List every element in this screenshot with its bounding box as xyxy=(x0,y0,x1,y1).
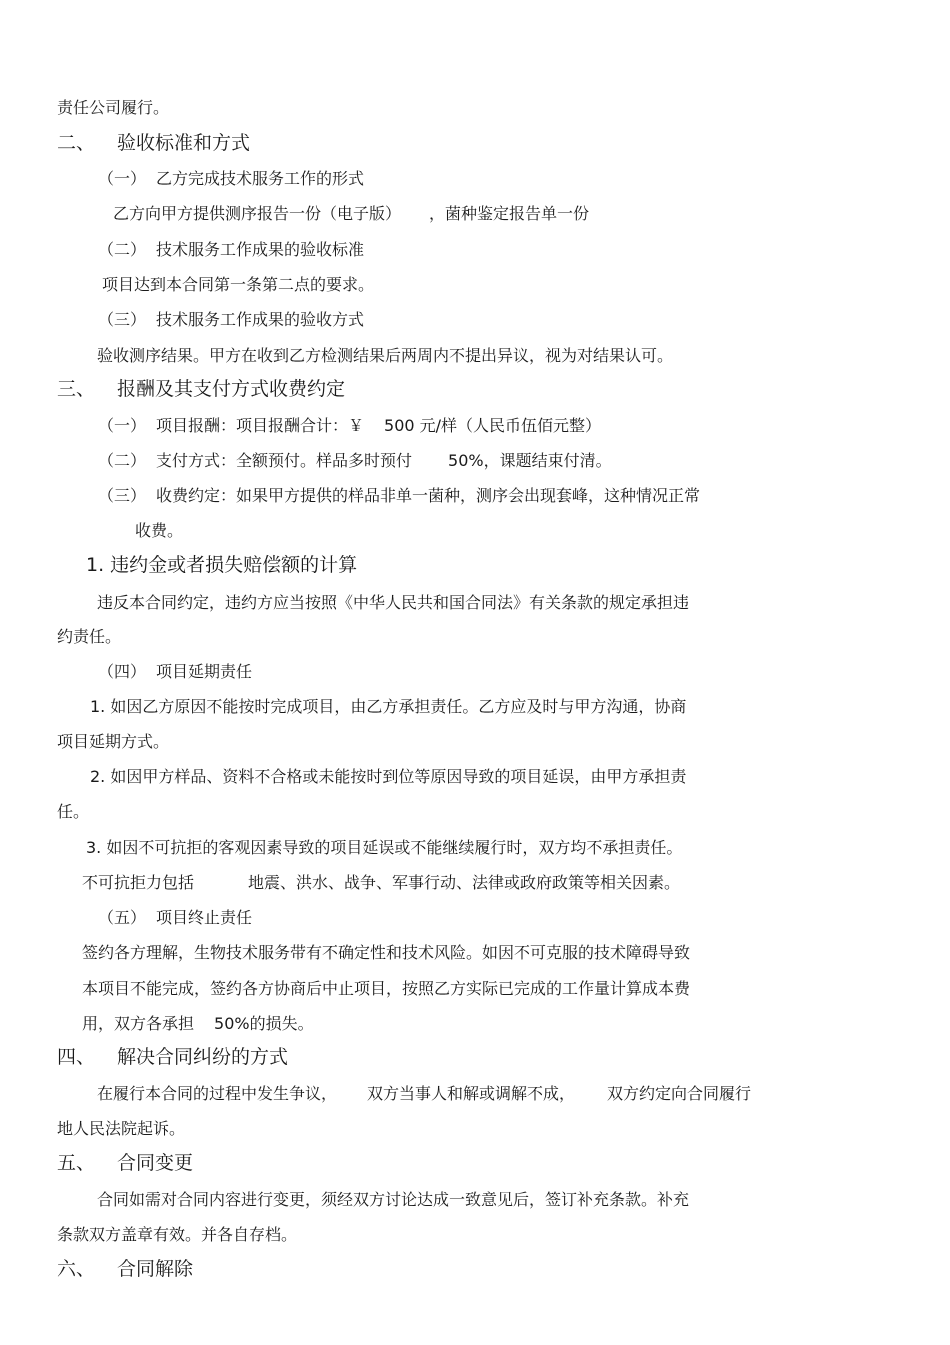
text-line: 项目延期方式。 xyxy=(57,732,170,751)
section-heading xyxy=(57,1257,193,1281)
clause-heading: 1. 违约金或者损失赔偿额的计算 xyxy=(86,554,358,576)
text-segment: 收费约定：如果甲方提供的样品非单一菌种，测序会出现套峰，这种情况正常 xyxy=(156,486,701,505)
text-line: 项目达到本合同第一条第二点的要求。 xyxy=(102,275,375,294)
section-heading xyxy=(57,377,345,401)
subsection-title: 技术服务工作成果的验收标准 xyxy=(156,240,365,259)
text-line xyxy=(97,1084,751,1104)
text-line: 3. 如因不可抗拒的客观因素导致的项目延误或不能继续履行时，双方均不承担责任。 xyxy=(86,838,683,857)
subsection-number: （四） xyxy=(98,662,147,681)
subsection-number: （五） xyxy=(98,908,147,927)
text-line: 约责任。 xyxy=(57,627,122,646)
section-heading xyxy=(57,1151,193,1175)
text-line: 地人民法院起诉。 xyxy=(57,1119,186,1138)
text-segment: 50%，课题结束付清。 xyxy=(448,451,612,470)
subsection-number: （一） xyxy=(98,169,147,188)
section-number: 五、 xyxy=(57,1152,96,1174)
text-line xyxy=(82,1014,314,1034)
section-title: 验收标准和方式 xyxy=(117,132,251,154)
text-line: 签约各方理解，生物技术服务带有不确定性和技术风险。如因不可克服的技术障碍导致 xyxy=(82,943,691,962)
text-line: 责任公司履行。 xyxy=(57,98,170,117)
section-title: 合同变更 xyxy=(117,1152,194,1174)
text-segment: 支付方式：全额预付。样品多时预付 xyxy=(156,451,413,470)
text-line xyxy=(113,204,589,224)
text-segment: 不可抗拒力包括 xyxy=(82,873,195,892)
text-segment: 50%的损失。 xyxy=(214,1014,314,1033)
subsection-heading xyxy=(98,908,252,928)
subsection-number: （一） xyxy=(98,416,147,435)
subsection-title: 项目延期责任 xyxy=(156,662,253,681)
text-line: 任。 xyxy=(57,802,90,821)
text-segment: 地震、洪水、战争、军事行动、法律或政府政策等相关因素。 xyxy=(248,873,681,892)
subsection-heading xyxy=(98,662,252,682)
subsection-heading xyxy=(98,169,364,189)
section-heading xyxy=(57,1045,288,1069)
subsection-number: （三） xyxy=(98,310,147,329)
subsection-title: 项目终止责任 xyxy=(156,908,253,927)
text-segment: 项目报酬：项目报酬合计：￥ xyxy=(156,416,365,435)
text-line: 违反本合同约定，违约方应当按照《中华人民共和国合同法》有关条款的规定承担违 xyxy=(97,593,690,612)
section-title: 解决合同纠纷的方式 xyxy=(117,1046,289,1068)
text-segment: 乙方向甲方提供测序报告一份（电子版） xyxy=(113,204,402,223)
section-heading xyxy=(57,131,250,155)
text-segment: 在履行本合同的过程中发生争议， xyxy=(97,1084,338,1103)
section-number: 六、 xyxy=(57,1258,96,1280)
text-segment: ，菌种鉴定报告单一份 xyxy=(429,204,590,223)
subsection-heading xyxy=(98,486,700,506)
text-segment: 用，双方各承担 xyxy=(82,1014,195,1033)
section-number: 四、 xyxy=(57,1046,96,1068)
text-segment: 500 元/样（人民币伍佰元整） xyxy=(384,416,602,435)
text-line: 合同如需对合同内容进行变更，须经双方讨论达成一致意见后，签订补充条款。补充 xyxy=(97,1190,690,1209)
subsection-title: 乙方完成技术服务工作的形式 xyxy=(156,169,365,188)
text-line: 2. 如因甲方样品、资料不合格或未能按时到位等原因导致的项目延误，由甲方承担责 xyxy=(90,767,687,786)
subsection-title: 技术服务工作成果的验收方式 xyxy=(156,310,365,329)
subsection-heading xyxy=(98,240,364,260)
subsection-heading xyxy=(98,416,601,436)
section-number: 二、 xyxy=(57,132,96,154)
text-line: 收费。 xyxy=(135,521,184,540)
text-segment: 双方当事人和解或调解不成， xyxy=(367,1084,576,1103)
text-line: 1. 如因乙方原因不能按时完成项目，由乙方承担责任。乙方应及时与甲方沟通，协商 xyxy=(90,697,687,716)
subsection-number: （二） xyxy=(98,451,147,470)
text-line: 本项目不能完成，签约各方协商后中止项目，按照乙方实际已完成的工作量计算成本费 xyxy=(82,979,691,998)
text-segment: 双方约定向合同履行 xyxy=(607,1084,752,1103)
subsection-heading xyxy=(98,310,364,330)
text-line xyxy=(82,873,680,893)
subsection-number: （三） xyxy=(98,486,147,505)
text-line: 条款双方盖章有效。并各自存档。 xyxy=(57,1225,298,1244)
section-title: 合同解除 xyxy=(117,1258,194,1280)
text-line: 验收测序结果。甲方在收到乙方检测结果后两周内不提出异议，视为对结果认可。 xyxy=(97,346,674,365)
section-title: 报酬及其支付方式收费约定 xyxy=(117,378,346,400)
subsection-number: （二） xyxy=(98,240,147,259)
subsection-heading xyxy=(98,451,612,471)
section-number: 三、 xyxy=(57,378,96,400)
